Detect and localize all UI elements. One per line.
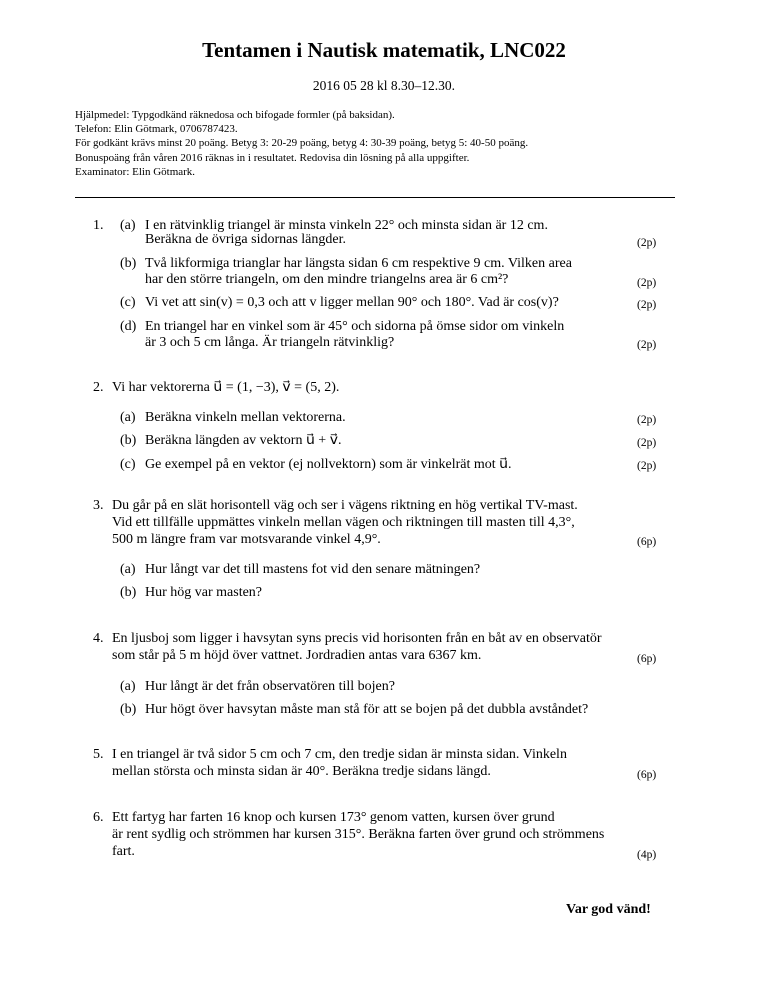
- info-line: Bonuspoäng från våren 2016 räknas in i resultatet. Redovisa din lösning på alla uppgifter.: [75, 151, 470, 164]
- subquestion-label: (a): [120, 410, 136, 425]
- subquestion-text: Beräkna de övriga sidornas längder.: [145, 232, 346, 247]
- subquestion-label: (b): [120, 433, 137, 448]
- subquestion-text: Två likformiga trianglar har längsta sidan 6 cm respektive 9 cm. Vilken area: [145, 256, 572, 271]
- subquestion-text: Hur hög var masten?: [145, 585, 263, 600]
- question-text: som står på 5 m höjd över vattnet. Jordradien antas vara 6367 km.: [112, 648, 482, 663]
- question-text: 500 m längre fram var motsvarande vinkel 4,9°.: [112, 532, 381, 547]
- question-text: fart.: [112, 844, 135, 859]
- info-line: Examinator: Elin Götmark.: [75, 165, 196, 178]
- points: (6p): [637, 769, 657, 781]
- points: (2p): [637, 460, 657, 472]
- subquestion-text: Hur långt är det från observatören till bojen?: [145, 679, 395, 694]
- subquestion-text: Vi vet att sin(v) = 0,3 och att v ligger mellan 90° och 180°. Vad är cos(v)?: [145, 295, 559, 310]
- subquestion-label: (c): [120, 457, 136, 472]
- divider: [75, 197, 675, 198]
- info-line: Telefon: Elin Götmark, 0706787423.: [75, 123, 238, 136]
- question-text: Ett fartyg har farten 16 knop och kursen 173° genom vatten, kursen över grund: [112, 810, 555, 825]
- question-number: 5.: [93, 747, 104, 762]
- question-text: Du går på en slät horisontell väg och ser i vägens riktning en hög vertikal TV-mast.: [112, 498, 578, 513]
- question-text: mellan största och minsta sidan är 40°. Beräkna tredje sidans längd.: [112, 764, 491, 779]
- question-number: 1.: [93, 218, 104, 233]
- points: (2p): [637, 237, 657, 249]
- subquestion-label: (a): [120, 562, 136, 577]
- subquestion-text: Beräkna längden av vektorn u⃗ + v⃗.: [145, 433, 342, 448]
- subquestion-label: (d): [120, 319, 137, 334]
- subquestion-text: Hur långt var det till mastens fot vid den senare mätningen?: [145, 562, 481, 577]
- question-text: I en triangel är två sidor 5 cm och 7 cm, den tredje sidan är minsta sidan. Vinkeln: [112, 747, 567, 762]
- points: (2p): [637, 339, 657, 351]
- question-number: 4.: [93, 631, 104, 646]
- question-text: Vid ett tillfälle uppmättes vinkeln mellan vägen och riktningen till masten till 4,3°,: [112, 515, 575, 530]
- subquestion-label: (a): [120, 679, 136, 694]
- exam-info: [75, 108, 528, 179]
- question-number: 6.: [93, 810, 104, 825]
- points: (2p): [637, 414, 657, 426]
- points: (6p): [637, 653, 657, 665]
- question-number: 2.: [93, 380, 104, 395]
- subquestion-text: Hur högt över havsytan måste man stå för att se bojen på det dubbla avståndet?: [145, 702, 589, 717]
- page-title: Tentamen i Nautisk matematik, LNC022: [202, 38, 566, 62]
- subquestion-text: En triangel har en vinkel som är 45° och sidorna på ömse sidor om vinkeln: [145, 319, 565, 334]
- subquestion-text: I en rätvinklig triangel är minsta vinkeln 22° och minsta sidan är 12 cm.: [145, 218, 548, 233]
- points: (2p): [637, 277, 657, 289]
- subquestion-label: (b): [120, 585, 137, 600]
- subquestion-text: Beräkna vinkeln mellan vektorerna.: [145, 410, 346, 425]
- points: (2p): [637, 437, 657, 449]
- subquestion-label: (b): [120, 702, 137, 717]
- question-text: En ljusboj som ligger i havsytan syns precis vid horisonten från en båt av en observatör: [112, 631, 602, 646]
- points: (4p): [637, 849, 657, 861]
- subquestion-text: har den större triangeln, om den mindre triangelns area är 6 cm²?: [145, 272, 509, 287]
- subquestion-label: (b): [120, 256, 137, 271]
- points: (6p): [637, 536, 657, 548]
- subquestion-text: Ge exempel på en vektor (ej nollvektorn) som är vinkelrät mot u⃗.: [145, 457, 512, 472]
- points: (2p): [637, 299, 657, 311]
- question-text: Vi har vektorerna u⃗ = (1, −3), v⃗ = (5, 2).: [112, 380, 340, 395]
- info-line: Hjälpmedel: Typgodkänd räknedosa och bifogade formler (på baksidan).: [75, 109, 395, 121]
- info-line: För godkänt krävs minst 20 poäng. Betyg 3: 20-29 poäng, betyg 4: 30-39 poäng, betyg 5: 40-50 poäng.: [75, 137, 529, 150]
- exam-date: 2016 05 28 kl 8.30–12.30.: [312, 78, 456, 93]
- subquestion-text: är 3 och 5 cm långa. Är triangeln rätvinklig?: [145, 335, 395, 350]
- question-number: 3.: [93, 498, 104, 513]
- question-text: är rent sydlig och strömmen har kursen 315°. Beräkna farten över grund och strömmens: [112, 827, 605, 842]
- footer-note: Var god vänd!: [566, 902, 651, 917]
- subquestion-label: (a): [120, 218, 136, 233]
- subquestion-label: (c): [120, 295, 136, 310]
